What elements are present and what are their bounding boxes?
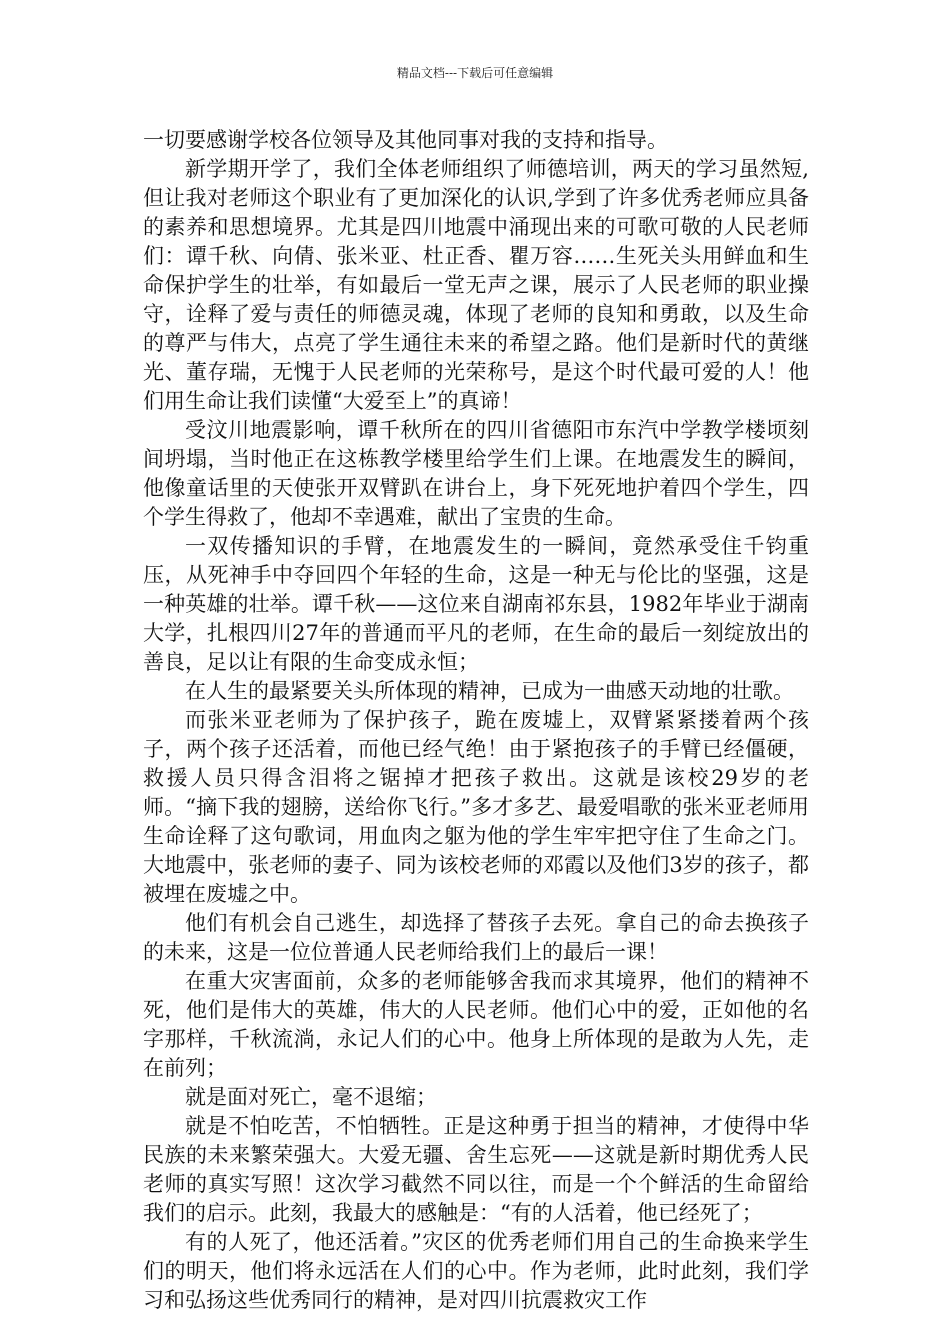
paragraph-3: 受汶川地震影响，谭千秋所在的四川省德阳市东汽中学教学楼顷刻间坍塌，当时他正在这栋教学楼里给学生们上课。在地震发生的瞬间，他像童话里的天使张开双臂趴在讲台上，身下死死地护着四个学生，四个学生得救了，他却不幸遇难，献出了宝贵的生命。 xyxy=(143,418,809,529)
paragraph-4: 一双传播知识的手臂，在地震发生的一瞬间，竟然承受住千钧重压，从死神手中夺回四个年轻的生命，这是一种无与伦比的坚强，这是一种英雄的壮举。谭千秋——这位来自湖南祁东县，1982年毕业于湖南大学，扎根四川27年的普通而平凡的老师，在生命的最后一刻绽放出的善良，足以让有限的生命变成永恒； xyxy=(143,534,809,674)
paragraph-7: 他们有机会自己逃生，却选择了替孩子去死。拿自己的命去换孩子的未来，这是一位位普通人民老师给我们上的最后一课！ xyxy=(143,911,809,964)
paragraph-5: 在人生的最紧要关头所体现的精神，已成为一曲感天动地的壮歌。 xyxy=(185,679,794,703)
document-body xyxy=(143,126,809,1315)
paragraph-6: 而张米亚老师为了保护孩子，跪在废墟上，双臂紧紧搂着两个孩子，两个孩子还活着，而他已经气绝！由于紧抱孩子的手臂已经僵硬，救援人员只得含泪将之锯掉才把孩子救出。这就是该校29岁的老师。“摘下我的翅膀，送给你飞行。”多才多艺、最爱唱歌的张米亚老师用生命诠释了这句歌词，用血肉之躯为他的学生牢牢把守住了生命之门。大地震中，张老师的妻子、同为该校老师的邓霞以及他们3岁的孩子，都被埋在废墟之中。 xyxy=(143,708,809,906)
paragraph-8: 在重大灾害面前，众多的老师能够舍我而求其境界，他们的精神不死，他们是伟大的英雄，伟大的人民老师。他们心中的爱，正如他的名字那样，千秋流淌，永记人们的心中。他身上所体现的是敢为人先，走在前列； xyxy=(143,969,809,1080)
paragraph-10: 就是不怕吃苦，不怕牺牲。正是这种勇于担当的精神，才使得中华民族的未来繁荣强大。大爱无疆、舍生忘死——这就是新时期优秀人民老师的真实写照！这次学习截然不同以往，而是一个个鲜活的生命留给我们的启示。此刻，我最大的感触是：“有的人活着，他已经死了； xyxy=(143,1114,809,1225)
paragraph-11: 有的人死了，他还活着。”灾区的优秀老师们用自己的生命换来学生们的明天，他们将永远活在人们的心中。作为老师，此时此刻，我们学习和弘扬这些优秀同行的精神，是对四川抗震救灾工作 xyxy=(143,1230,809,1312)
page-header: 精品文档---下载后可任意编辑 xyxy=(396,66,554,80)
paragraph-1: 一切要感谢学校各位领导及其他同事对我的支持和指导。 xyxy=(143,128,668,152)
paragraph-2: 新学期开学了，我们全体老师组织了师德培训，两天的学习虽然短,但让我对老师这个职业有了更加深化的认识,学到了许多优秀老师应具备的素养和思想境界。尤其是四川地震中涌现出来的可歌可敬的人民老师们：谭千秋、向倩、张米亚、杜正香、瞿万容……生死关头用鲜血和生命保护学生的壮举，有如最后一堂无声之课，展示了人民老师的职业操守，诠释了爱与责任的师德灵魂，体现了老师的良知和勇敢，以及生命的尊严与伟大，点亮了学生通往未来的希望之路。他们是新时代的黄继光、董存瑞，无愧于人民老师的光荣称号，是这个时代最可爱的人！他们用生命让我们读懂“大爱至上”的真谛！ xyxy=(143,157,809,413)
paragraph-9: 就是面对死亡，毫不退缩； xyxy=(185,1085,437,1109)
